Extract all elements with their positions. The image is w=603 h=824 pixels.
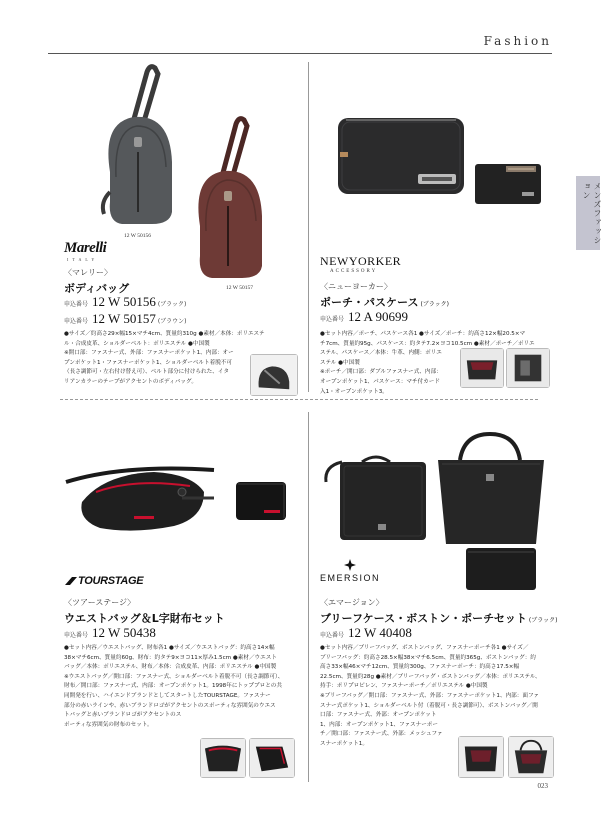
desc-line: プンポケット1・ファスナーポケット1、ショルダーベルト着脱不可 <box>64 359 232 366</box>
desc-line: 部分の赤いラインや、赤いブランドロゴがアクセントのスポーティな雰囲気のウエス <box>64 702 276 709</box>
tote-interior-inset <box>508 736 554 778</box>
page-title: Fashion <box>483 34 552 48</box>
desc-line: 22.5cm、質量約28g ●素材／ブリーフバッグ・ボストンバッグ／本体：ポリエステル、 <box>320 673 541 680</box>
pouch-interior-inset <box>460 348 504 388</box>
desc-line: ※ブリーフバッグ／開口部：ファスナー式、外部：ファスナーポケット1、内部：面ファ <box>320 692 540 699</box>
brand-logo-sub: ACCESSORY <box>330 269 378 274</box>
brand-reading: 〈エマージョン〉 <box>320 598 384 607</box>
image-caption: 12 W 50156 <box>124 233 151 239</box>
product-name <box>320 294 449 310</box>
desc-line: ポーティな雰囲気の財布のセット。 <box>64 721 153 728</box>
code-label: 申込番号 <box>64 301 89 308</box>
desc-line: ※ウエストバッグ／開口部：ファスナー式、ショルダーベルト着脱不可（長さ調節可）、 <box>64 673 284 680</box>
marelli-logo <box>64 240 106 262</box>
column-divider-top <box>308 62 309 392</box>
brand-logo-text: EMERSION <box>320 573 381 583</box>
desc-line: ●セット内容／ウエストバッグ、財布各1 ●サイズ／ウエストバッグ：約高さ14×幅 <box>64 645 275 651</box>
desc-line: リアンカラーのテープがアクセントのボディバッグ。 <box>64 378 197 385</box>
desc-line: 同開発を行い、ハイエンドブランドとしてスタートしたTOURSTAGE。ファスナー <box>64 692 271 699</box>
product-name: ウエストバッグ＆L字財布セット <box>64 612 225 625</box>
brand-reading: 〈ツアーステージ〉 <box>64 598 136 607</box>
desc-line: チ7cm、質量約95g、パスケース：約タテ7.2×ヨコ10.5cm ●素材／ポーチ／ポリエ <box>320 340 535 347</box>
brand-logo-text: NEWYORKER <box>320 254 402 268</box>
code-color: (ブラック) <box>157 301 187 308</box>
desc-line: （長さ調節可・左右付け替え可）、ベルト部分に付けられた、イタ <box>64 369 230 376</box>
desc-line: ●サイズ／約高さ29×幅15×マチ4cm、質量約310g ●素材／本体：ポリエステ <box>64 331 265 337</box>
product-name-text: ブリーフケース・ボストン・ポーチセット <box>320 612 527 625</box>
detail-inset-image <box>250 354 298 396</box>
desc-line: ●セット内容／ポーチ、パスケース各1 ●サイズ／ポーチ：約高さ12×幅20.5×マ <box>320 331 526 337</box>
desc-line: 高さ33×幅46×マチ12cm、質量約300g、ファスナーポーチ：約高さ17.5×幅 <box>320 664 520 671</box>
gray-body-bag-image <box>92 62 182 232</box>
code-label: 申込番号 <box>320 316 345 323</box>
product-code-row <box>320 625 412 641</box>
briefcase-image <box>322 452 430 546</box>
pouch-image <box>336 112 468 202</box>
pass-case-image <box>474 160 542 206</box>
code-label: 申込番号 <box>320 632 345 639</box>
waist-bag-inset <box>200 738 246 778</box>
desc-line: ステル、パスケース／本体：牛革、内側：ポリエ <box>320 350 442 357</box>
page-number: 023 <box>537 782 548 790</box>
brown-body-bag-image <box>184 114 274 284</box>
product-code-row <box>64 294 186 310</box>
product-code-row <box>64 311 187 327</box>
briefcase-interior-inset <box>458 736 504 778</box>
code-label: 申込番号 <box>64 318 89 325</box>
desc-line: 持手：ポリプロピレン、ファスナーポーチ／ポリエステル ●中国製 <box>320 683 488 690</box>
code-color: (ブラウン) <box>157 318 187 325</box>
image-caption: 12 W 50157 <box>226 285 253 291</box>
desc-line: 1、内部：オープンポケット1、ファスナーポー <box>320 721 438 728</box>
product-name-text: ポーチ・パスケース <box>320 296 419 309</box>
desc-line: ル・合成皮革、ショルダーベルト：ポリエステル ●中国製 <box>64 340 210 347</box>
product-code: 12 W 40408 <box>348 625 412 640</box>
header-rule <box>48 53 552 54</box>
newyorker-logo <box>320 254 401 274</box>
wallet-inset <box>249 738 295 778</box>
boston-tote-image <box>430 430 552 548</box>
desc-line: 入1・オープンポケット3。 <box>320 388 388 395</box>
desc-line: ※ポーチ／開口部：ダブルファスナー式、内部： <box>320 369 442 376</box>
desc-line: ステル ●中国製 <box>320 359 360 366</box>
category-side-tab[interactable] <box>576 176 600 250</box>
product-code: 12 W 50156 <box>92 294 156 309</box>
product-code-row <box>320 309 408 325</box>
desc-line: スナー式ポケット1、ショルダーベルト付（着脱可・長さ調節可）、ボストンバッグ／開 <box>320 702 538 709</box>
pass-case-inset <box>506 348 550 388</box>
desc-line: ブリーフバッグ：約高さ28.5×幅38×マチ6.5cm、質量約365g、ボストンバッグ：約 <box>320 654 536 661</box>
brand-logo-text: Marelli <box>64 240 107 256</box>
product-name: ボディバッグ <box>64 282 130 295</box>
product-code-row <box>64 625 156 641</box>
waist-bag-image <box>64 462 236 542</box>
side-tab-label: メンズファッション <box>582 182 602 245</box>
product-code: 12 A 90699 <box>348 309 408 324</box>
desc-line: トバッグと赤いブランドロゴがアクセントのス <box>64 712 182 719</box>
desc-line: オープンポケット1、パスケース：マチ付カード <box>320 378 440 385</box>
brand-reading: 〈ニューヨーカー〉 <box>320 282 392 291</box>
l-wallet-image <box>234 478 288 522</box>
brand-logo-text: TOURSTAGE <box>78 575 144 587</box>
product-code: 12 W 50157 <box>92 311 156 326</box>
brand-reading: 〈マレリー〉 <box>64 268 112 277</box>
emersion-emblem-icon <box>342 558 358 572</box>
column-divider-bottom <box>308 412 309 782</box>
desc-line: バッグ／本体：ポリエステル、財布／本体：合成皮革、内部：ポリエステル ●中国製 <box>64 664 277 671</box>
desc-line: 財布／開口部：ファスナー式、内部：オープンポケット1。1998年にトッププロとの共 <box>64 683 282 690</box>
emersion-logo <box>320 558 380 583</box>
flat-pouch-image <box>464 546 538 592</box>
product-name <box>320 610 557 626</box>
brand-logo-sub: ITALY <box>67 257 99 262</box>
row-divider <box>60 399 538 400</box>
desc-line: ●セット内容／ブリーフバッグ、ボストンバッグ、ファスナーポーチ各1 ●サイズ／ <box>320 645 529 651</box>
product-name-color: (ブラック) <box>420 301 450 308</box>
tourstage-logo <box>64 575 143 587</box>
desc-line: 口部：ファスナー式、外部：オープンポケット <box>320 712 437 719</box>
code-label: 申込番号 <box>64 632 89 639</box>
product-description <box>64 644 302 730</box>
product-name-color: (ブラック) <box>528 617 558 624</box>
tourstage-swoosh-icon <box>64 575 78 587</box>
product-description <box>320 644 564 750</box>
desc-line: スナーポケット1。 <box>320 740 368 747</box>
desc-line: チ／開口部：ファスナー式、外部：メッシュファ <box>320 731 443 738</box>
desc-line: 38×マチ6cm、質量約60g、財布：約タテ9×ヨコ11×厚み1.5cm ●素材／ウエスト <box>64 654 277 661</box>
desc-line: ※開口部：ファスナー式、外部：ファスナーポケット1、内部：オー <box>64 350 234 357</box>
product-code: 12 W 50438 <box>92 625 156 640</box>
